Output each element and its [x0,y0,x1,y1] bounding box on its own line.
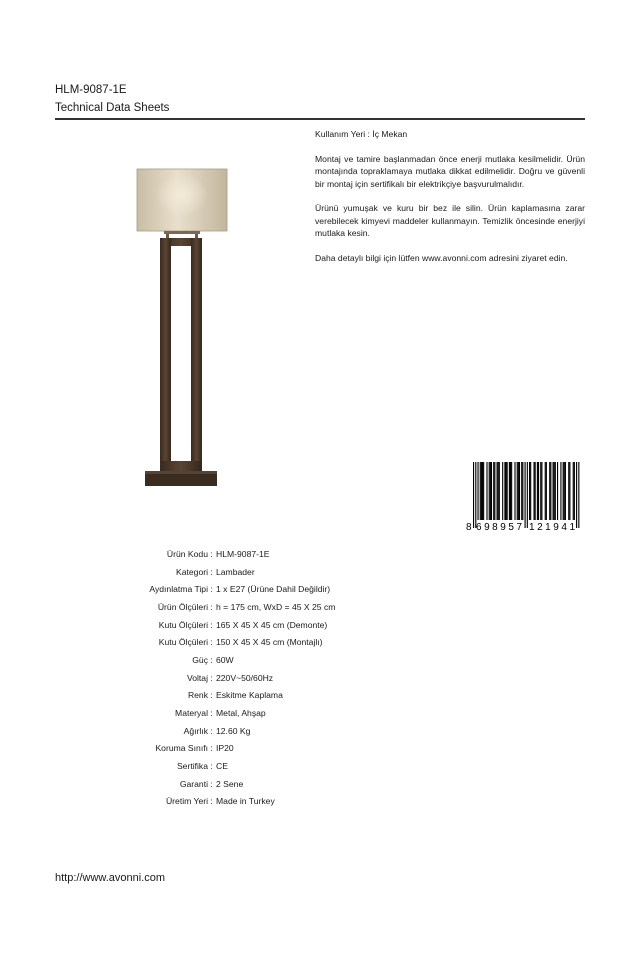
spec-label: Ürün Ölçüleri [157,601,208,612]
barcode-bar [522,462,523,520]
spec-label: Üretim Yeri [165,796,208,807]
lamp-frame-bottom [160,461,202,471]
barcode-bar [477,462,478,520]
spec-separator: : [210,637,213,648]
barcode-bar [499,462,500,520]
spec-separator: : [210,672,213,683]
spec-value: 150 X 45 X 45 cm (Montajlı) [216,637,323,648]
spec-value: 12.60 Kg [216,725,251,736]
spec-value: 165 X 45 X 45 cm (Demonte) [216,619,328,630]
barcode-bar [530,462,531,520]
barcode-first-digit: 8 [466,522,472,532]
barcode-bar [564,462,565,520]
barcode-bar [553,462,554,520]
header-divider [55,118,585,120]
barcode-bar [527,462,528,528]
spec-value: 60W [216,654,234,665]
barcode-bar [505,462,506,520]
barcode-bar [535,462,536,520]
spec-separator: : [210,778,213,789]
spec-label: Renk [187,690,208,701]
barcode-bar [473,462,474,528]
lamp-frame-right-post [191,238,202,478]
barcode-bar [483,462,484,520]
spec-value: Made in Turkey [216,796,275,807]
spec-row [80,722,335,740]
spec-row [80,563,335,581]
spec-separator: : [210,601,213,612]
barcode-bar [511,462,512,520]
barcode-bar [538,462,539,520]
spec-row [80,757,335,775]
usage-line: Kullanım Yeri : İç Mekan [315,129,408,139]
spec-separator: : [210,548,213,559]
barcode-bar [541,462,542,520]
spec-label: Kutu Ölçüleri [158,637,208,648]
spec-row [80,580,335,598]
spec-row [80,775,335,793]
barcode-bar [509,462,510,520]
spec-label: Kutu Ölçüleri [158,619,208,630]
barcode-bar [545,462,546,520]
spec-label: Sertifika [176,761,208,772]
barcode-bar [490,462,491,520]
spec-table [80,545,335,810]
barcode-bar [507,462,508,520]
spec-label: Kategori [175,566,208,577]
barcode-bar [578,462,579,528]
barcode-bar [502,462,503,520]
spec-separator: : [210,619,213,630]
info-block [315,128,585,277]
barcode-bar [486,462,487,520]
spec-label: Ağırlık [183,725,208,736]
barcode [466,462,584,532]
spec-label: Aydınlatma Tipi [149,584,208,595]
lamp-neck [164,231,200,234]
spec-separator: : [210,566,213,577]
spec-value: Eskitme Kaplama [216,690,283,701]
spec-value: 220V~50/60Hz [216,672,274,683]
barcode-bar [557,462,558,520]
product-image [130,165,235,490]
spec-label: Garanti [179,778,208,789]
spec-separator: : [210,708,213,719]
document-subtitle: Technical Data Sheets [55,102,170,114]
spec-value: CE [216,761,228,772]
barcode-bar [481,462,482,520]
spec-row [80,704,335,722]
lamp-frame-left-post [160,238,171,478]
cleaning-paragraph: Ürünü yumuşak ve kuru bir bez ile silin. Ürün kaplamasına zarar verebilecek kimyevi maddeler kullanmayın. Temizlik öncesinde enerjiyi mutlaka kesin. [315,203,585,239]
barcode-bar [497,462,498,520]
spec-row [80,545,335,563]
spec-value: Metal, Ahşap [216,708,266,719]
spec-row [80,793,335,811]
barcode-bar [563,462,564,520]
spec-separator: : [210,796,213,807]
barcode-bar [510,462,511,520]
barcode-bar [493,462,494,520]
barcode-bar [518,462,519,520]
barcode-bar [576,462,577,528]
spec-separator: : [210,654,213,665]
spec-label: Materyal [175,708,208,719]
barcode-bar [537,462,538,520]
barcode-bar [475,462,476,528]
spec-separator: : [210,743,213,754]
spec-value: h = 175 cm, WxD = 45 X 25 cm [216,601,336,612]
spec-separator: : [210,725,213,736]
barcode-left-digits: 698957 [476,522,522,532]
barcode-bar [517,462,518,520]
spec-label: Ürün Kodu [166,548,208,559]
barcode-bar [574,462,575,520]
barcode-bar [521,462,522,520]
spec-label: Voltaj [186,672,208,683]
barcode-bar [525,462,526,528]
spec-label: Koruma Sınıfı [155,743,208,754]
barcode-bar [546,462,547,520]
barcode-right-digits: 121941 [529,522,575,532]
spec-value: 2 Sene [216,778,244,789]
spec-separator: : [210,584,213,595]
spec-label: Güç [192,654,208,665]
barcode-bar [540,462,541,520]
barcode-bar [494,462,495,520]
spec-row [80,598,335,616]
spec-value: 1 x E27 (Ürüne Dahil Değildir) [216,584,331,595]
spec-separator: : [210,761,213,772]
barcode-bar [573,462,574,520]
safety-paragraph: Montaj ve tamire başlanmadan önce enerji mutlaka kesilmelidir. Ürün montajında topraklamaya mutlaka dikkat edilmelidir. Doğru ve güvenli bir montaj için sertifikalı bir elektrikçiye başvurulmalıdır. [315,153,585,189]
footer-website-link[interactable]: http://www.avonni.com [55,872,166,884]
barcode-bar [519,462,520,520]
spec-row [80,740,335,758]
barcode-bar [549,462,550,520]
barcode-bar [565,462,566,520]
barcode-bar [555,462,556,520]
barcode-bar [569,462,570,520]
spec-value: HLM-9087-1E [216,548,270,559]
barcode-bar [504,462,505,520]
barcode-bar [554,462,555,520]
product-code-heading: HLM-9087-1E [55,84,127,96]
barcode-bar [533,462,534,520]
website-paragraph: Daha detaylı bilgi için lütfen www.avonni.com adresini ziyaret edin. [315,253,568,264]
barcode-bar [568,462,569,520]
barcode-bar [482,462,483,520]
spec-row [80,633,335,651]
barcode-bars [473,462,579,528]
lamp-glow [156,173,208,217]
spec-value: Lambader [216,566,255,577]
lamp-base-top-edge [145,471,217,474]
spec-row [80,687,335,705]
barcode-bar [498,462,499,520]
spec-separator: : [210,690,213,701]
spec-value: IP20 [216,743,234,754]
spec-row [80,651,335,669]
spec-row [80,669,335,687]
barcode-bar [529,462,530,520]
spec-row [80,616,335,634]
barcode-bar [514,462,515,520]
barcode-bar [560,462,561,520]
barcode-bar [480,462,481,520]
barcode-bar [491,462,492,520]
barcode-bar [489,462,490,520]
barcode-bar [550,462,551,520]
